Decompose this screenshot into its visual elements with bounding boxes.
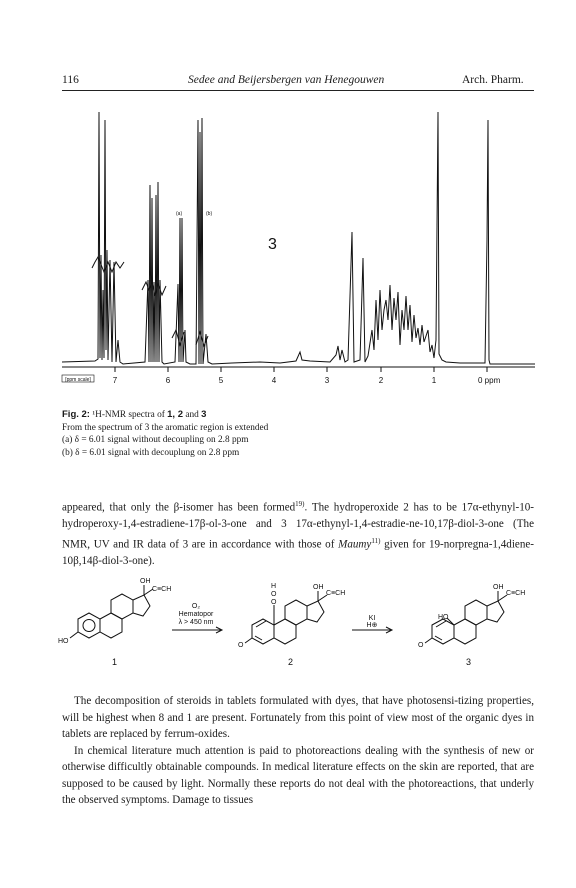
s3-oh: OH: [493, 584, 504, 591]
inset-trace-left: [92, 257, 124, 272]
s2-oh: OH: [313, 584, 324, 591]
page-number: 116: [62, 74, 79, 86]
tick-label-4: 4: [271, 376, 277, 385]
s2-o: O: [238, 642, 244, 649]
author-maumy: Maumy: [338, 538, 372, 551]
para1-text-c: given for 19-norpregna-1,4diene-10β,14β-diol-3-one).: [62, 538, 535, 567]
s3-o: O: [418, 642, 424, 649]
paragraph-1: [62, 496, 534, 569]
peak-label-b: (b): [206, 211, 213, 217]
figure-caption: [62, 409, 482, 459]
caption-line-4: (b) δ = 6.01 signal with decouplung on 2.8 ppm: [62, 447, 240, 458]
ref-11[interactable]: 11): [371, 536, 381, 545]
para1-text-b: . The hydroperoxide 2 has to be 17α-ethynyl-10-hydroperoxy-1,4-estradiene-17β-ol-3-one and 3 17α-ethynyl-1,4-estradie-ne-10,17β-diol-3-one (The NMR, UV and IR data of 3 are in accordance with those of: [62, 501, 534, 551]
tick-label-0: 0 ppm: [478, 376, 501, 385]
s2-o1: O: [271, 591, 277, 598]
reagent1-line3: λ > 450 nm: [178, 619, 214, 626]
s1-ethynyl: C≡CH: [152, 586, 172, 593]
caption-compounds: 1, 2: [167, 409, 183, 420]
tick-label-2: 2: [378, 376, 384, 385]
caption-and: and: [185, 410, 199, 420]
nmr-spectrum-figure: [0, 0, 576, 400]
inset-trace-a: [172, 330, 184, 345]
reagent2-line2: H⊕: [366, 622, 378, 629]
tick-label-3: 3: [324, 376, 330, 385]
tick-label-6: 6: [165, 376, 171, 385]
paragraph-3: In chemical literature much attention is paid to photoreactions dealing with the synthesis of new or otherwise difficultly obtainable compounds. In medical literature effects on the skin are reported, that are supposed to be caused by light. Normally these reports do not deal with the photoreactions, that underly the observed symptoms. Damage to tissues: [62, 744, 534, 806]
running-title: Sedee and Beijersbergen van Henegouwen: [188, 74, 385, 86]
s2-o2: O: [271, 599, 277, 606]
s1-oh: OH: [140, 578, 151, 585]
caption-compound-3: 3: [201, 409, 207, 420]
structure-2: [245, 591, 327, 644]
caption-title-text: ¹H-NMR spectra of: [92, 410, 165, 420]
reagent1-line2: Hematopor: [178, 611, 214, 618]
paragraph-2: The decomposition of steroids in tablets formulated with dyes, that have photosensi-tizing properties, will be highest when 8 and 1 are present. Fortunately from this point of view most of the organic dyes in tablets are replaced by ferrum-oxides.: [62, 695, 534, 740]
reagent2-line1: KI: [368, 615, 376, 622]
caption-label: Fig. 2:: [62, 409, 90, 420]
ref-19[interactable]: 19): [295, 500, 305, 508]
s2-ethynyl: C≡CH: [326, 590, 346, 597]
reagent1-line1: O₂: [191, 603, 201, 610]
caption-title: [62, 409, 482, 422]
body-section: [62, 693, 534, 809]
compound-label-3: 3: [466, 657, 472, 667]
para1-text-a: appeared, that only the β-isomer has been formed: [62, 501, 296, 514]
s1-ho: HO: [58, 638, 69, 645]
caption-line-3: (a) δ = 6.01 signal without decoupling on 2.8 ppm: [62, 435, 249, 446]
tick-label-7: 7: [112, 376, 118, 385]
journal-abbrev: Arch. Pharm.: [462, 74, 524, 86]
s3-ethynyl: C≡CH: [506, 590, 526, 597]
tick-label-1: 1: [431, 376, 437, 385]
scale-stamp: [ppm scale]: [65, 377, 91, 383]
s3-ho: HO: [438, 614, 449, 621]
s2-h: H: [271, 583, 277, 590]
spectrum-compound-label: 3: [268, 236, 277, 253]
caption-line-2: From the spectrum of 3 the aromatic region is extended: [62, 422, 269, 433]
tick-label-5: 5: [218, 376, 224, 385]
reaction-scheme: [0, 575, 576, 675]
compound-label-1: 1: [112, 657, 118, 667]
peak-label-a: (a): [176, 211, 183, 217]
structure-1: [70, 585, 153, 638]
compound-label-2: 2: [288, 657, 294, 667]
spectrum-trace: [62, 112, 535, 364]
